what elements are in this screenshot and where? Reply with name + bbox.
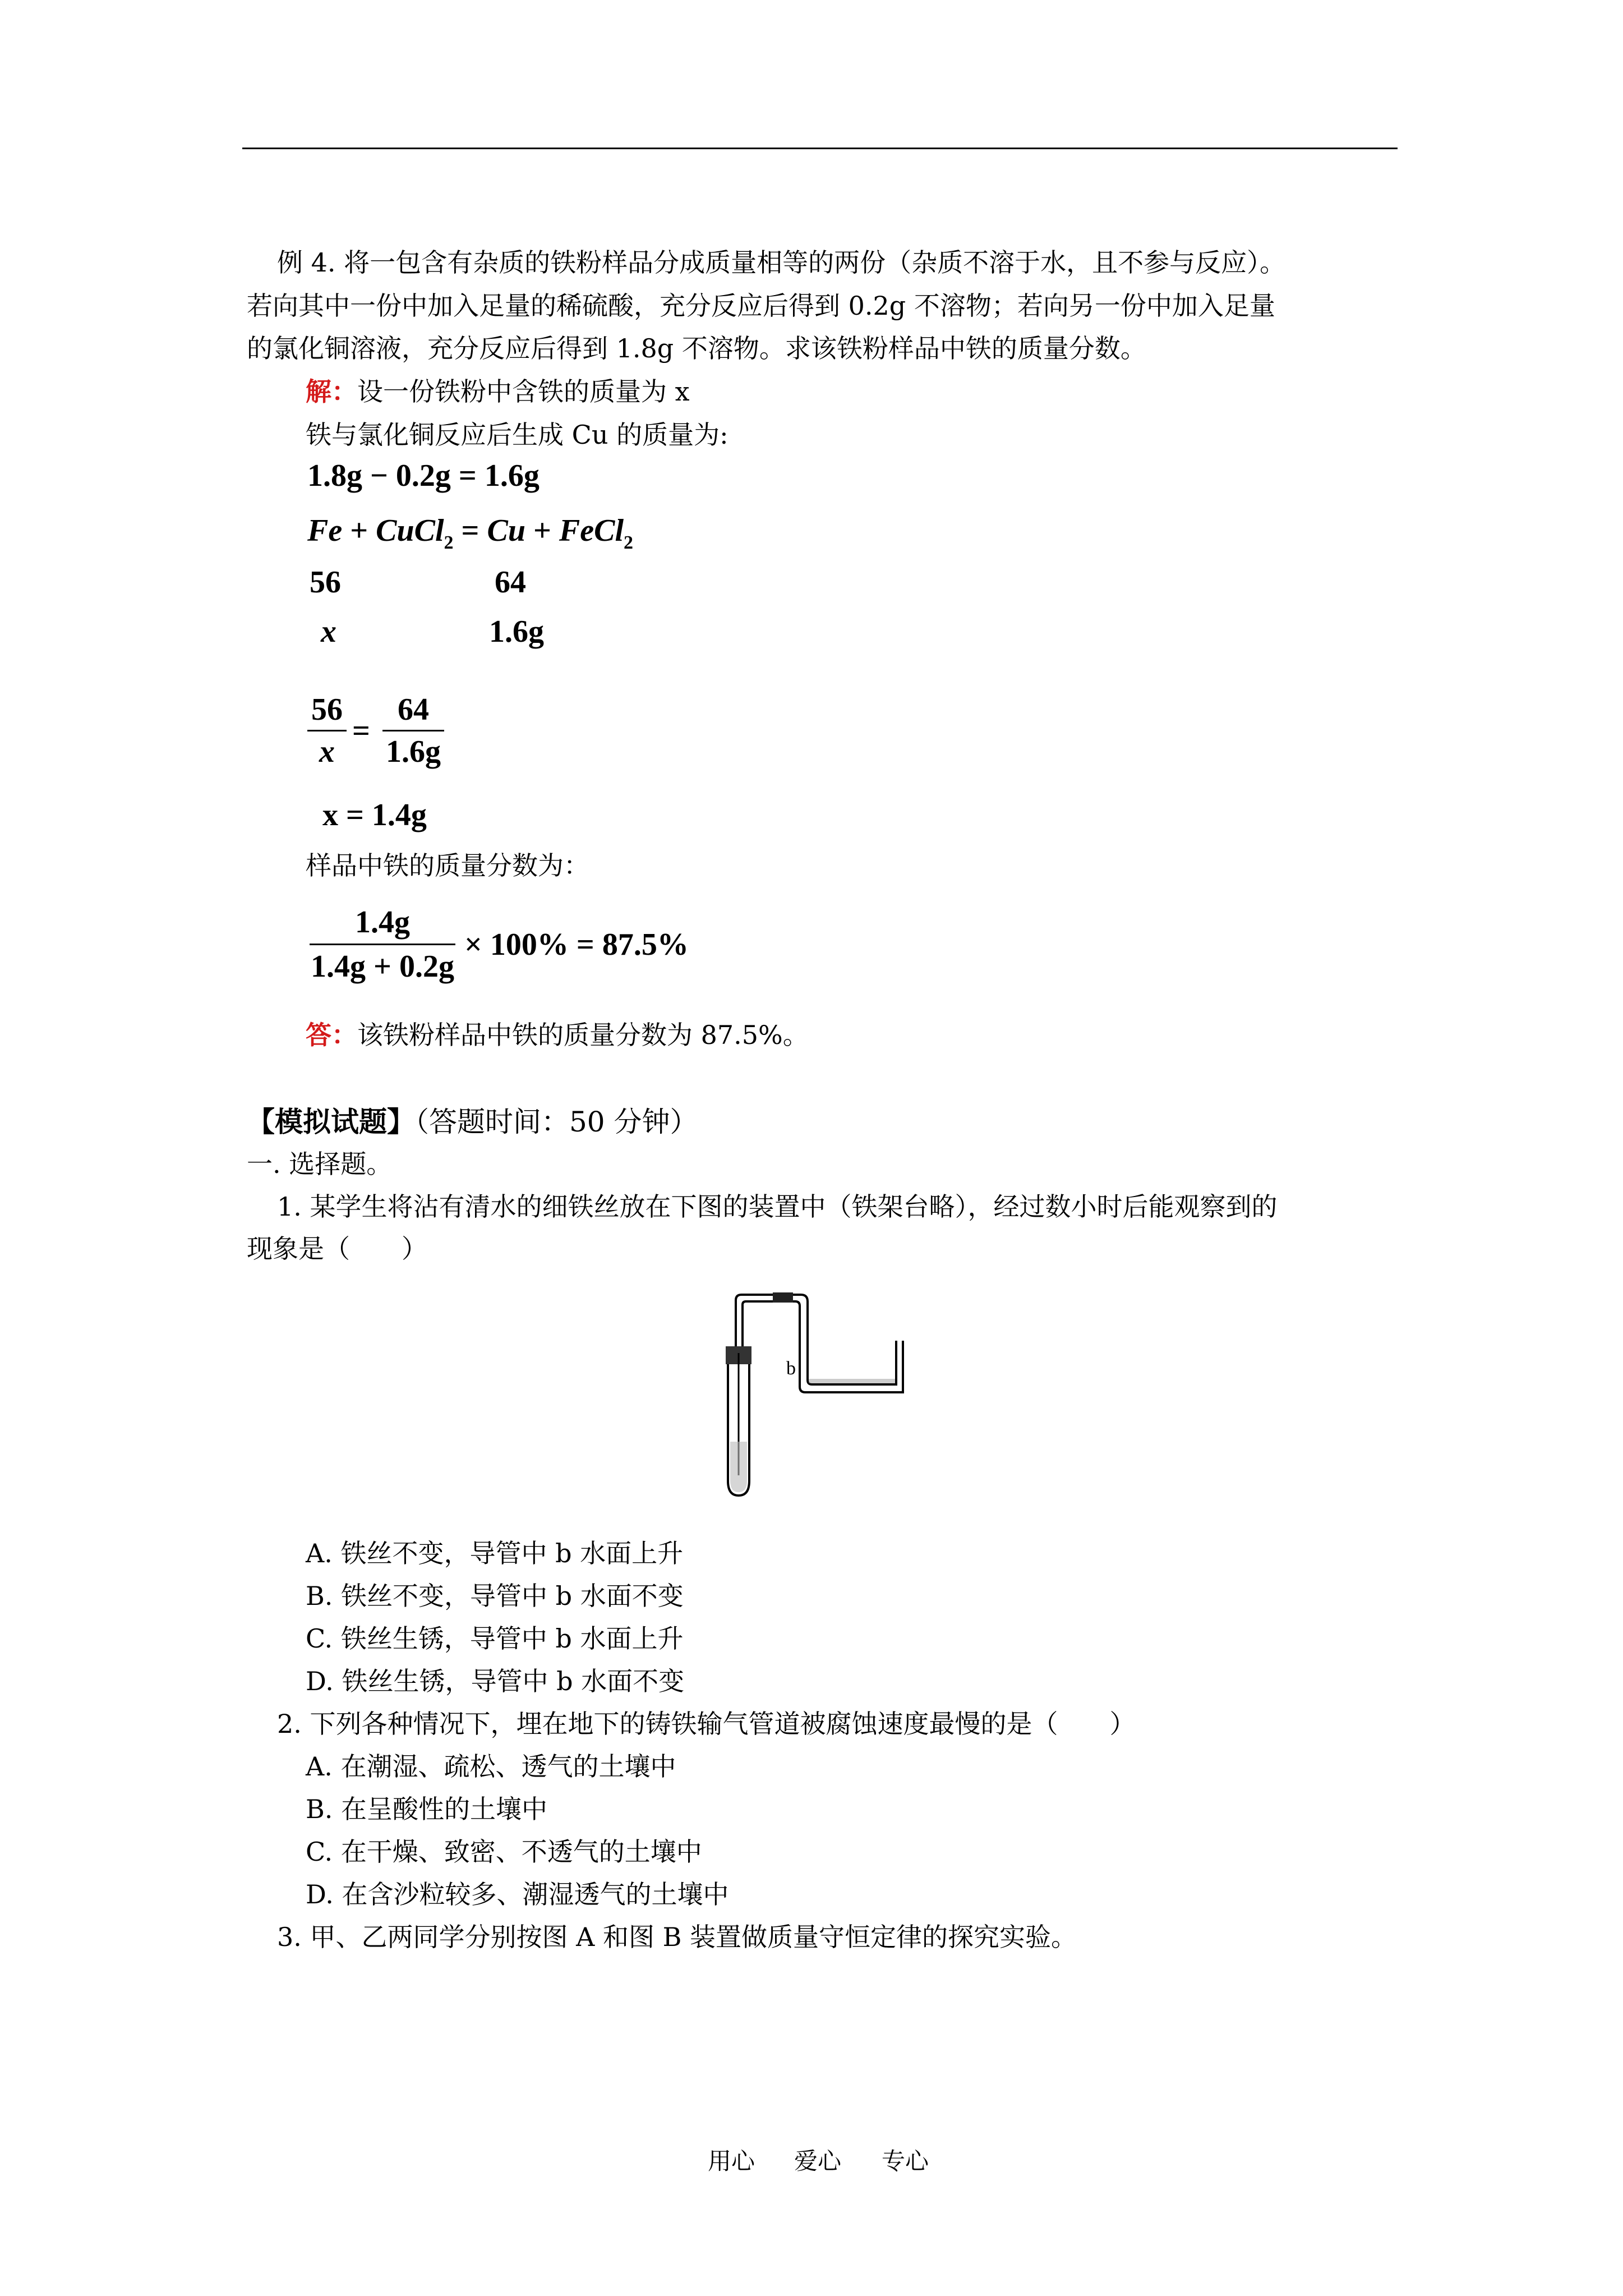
footer-yongxin: 用心 <box>708 2147 755 2175</box>
ratio-x: x <box>321 614 336 649</box>
proportion-d1: x <box>319 734 335 769</box>
header-rule <box>242 148 1398 149</box>
ratio-56: 56 <box>310 565 341 600</box>
reaction-sub-2: 2 <box>624 532 634 553</box>
reaction-cucl: CuCl <box>376 513 444 548</box>
proportion-d2: 1.6g <box>386 734 441 769</box>
apparatus-figure <box>718 1290 920 1503</box>
section-heading: 一. 选择题。 <box>247 1149 393 1179</box>
water-in-u-tube <box>809 1379 895 1383</box>
fraction-bar <box>382 730 444 731</box>
reaction-plus-2: + <box>525 513 559 548</box>
cu-mass-line: 铁与氯化铜反应后生成 Cu 的质量为: <box>306 420 728 450</box>
ratio-1-6g: 1.6g <box>489 614 544 649</box>
answer-line <box>306 1022 809 1048</box>
q1-option-d: D. 铁丝生锈，导管中 b 水面不变 <box>306 1666 685 1696</box>
percent-num: 1.4g <box>355 905 410 940</box>
percent-fraction <box>310 907 455 982</box>
example-line-1: 例 4. 将一包含有杂质的铁粉样品分成质量相等的两份（杂质不溶于水，且不参与反应）。 <box>277 247 1286 278</box>
q2-option-a: A. 在潮湿、疏松、透气的土壤中 <box>306 1751 676 1782</box>
connecting-tube <box>736 1295 903 1392</box>
proportion-n1: 56 <box>311 692 343 727</box>
solution-line <box>306 376 690 407</box>
footer-zhuanxin: 专心 <box>882 2147 929 2175</box>
q2-line-1: 2. 下列各种情况下，埋在地下的铸铁输气管道被腐蚀速度最慢的是（ ） <box>277 1709 1136 1739</box>
q2-option-c: C. 在干燥、致密、不透气的土壤中 <box>306 1837 702 1867</box>
reaction-sub-1: 2 <box>444 532 454 553</box>
solution-label: 解： <box>306 376 357 407</box>
q2-option-d: D. 在含沙粒较多、潮湿透气的土壤中 <box>306 1879 729 1910</box>
proportion-n2: 64 <box>398 692 429 727</box>
mass-fraction-text: 样品中铁的质量分数为： <box>306 850 589 881</box>
solution-text: 设一份铁粉中含铁的质量为 x <box>357 376 690 407</box>
quiz-title <box>247 1105 698 1138</box>
q3-line-1: 3. 甲、乙两同学分别按图 A 和图 B 装置做质量守恒定律的探究实验。 <box>277 1922 1077 1952</box>
q1-option-b: B. 铁丝不变，导管中 b 水面不变 <box>306 1581 684 1611</box>
fraction-bar <box>310 944 455 945</box>
quiz-time: （答题时间：50 分钟） <box>415 1106 698 1138</box>
proportion-right <box>382 694 444 767</box>
test-tube <box>726 1346 751 1496</box>
answer-label: 答： <box>306 1020 357 1050</box>
result-x: x = 1.4g <box>322 798 427 832</box>
percent-den: 1.4g + 0.2g <box>311 949 454 984</box>
percent-result: × 100% = 87.5% <box>464 927 689 962</box>
proportion-equals: = <box>352 714 370 748</box>
quiz-title-bold: 【模拟试题】 <box>247 1105 415 1138</box>
reaction-cu: Cu <box>487 513 525 548</box>
equation-subtraction: 1.8g − 0.2g = 1.6g <box>307 458 540 493</box>
q1-line-2: 现象是（ ） <box>247 1234 427 1264</box>
reaction-equals: = <box>453 513 487 548</box>
figure-label-b: b <box>786 1358 796 1379</box>
q2-option-b: B. 在呈酸性的土壤中 <box>306 1794 548 1824</box>
q1-line-1: 1. 某学生将沾有清水的细铁丝放在下图的装置中（铁架台略），经过数小时后能观察到的 <box>277 1191 1278 1222</box>
example-line-3: 的氯化铜溶液，充分反应后得到 1.8g 不溶物。求该铁粉样品中铁的质量分数。 <box>247 333 1146 364</box>
q1-option-a: A. 铁丝不变，导管中 b 水面上升 <box>306 1538 684 1568</box>
rubber-connector <box>773 1292 793 1303</box>
reaction-fe: Fe <box>307 513 343 548</box>
chemical-reaction <box>307 515 633 553</box>
reaction-fecl: FeCl <box>559 513 624 548</box>
ratio-64: 64 <box>495 565 526 600</box>
q1-option-c: C. 铁丝生锈，导管中 b 水面上升 <box>306 1623 684 1654</box>
fraction-bar <box>307 730 347 731</box>
water-in-tube <box>730 1442 747 1492</box>
footer-aixin: 爱心 <box>794 2147 842 2175</box>
answer-text: 该铁粉样品中铁的质量分数为 87.5%。 <box>357 1020 809 1050</box>
reaction-plus-1: + <box>342 513 376 548</box>
proportion-left <box>307 694 347 767</box>
example-line-2: 若向其中一份中加入足量的稀硫酸，充分反应后得到 0.2g 不溶物；若向另一份中加入足量 <box>247 291 1275 321</box>
